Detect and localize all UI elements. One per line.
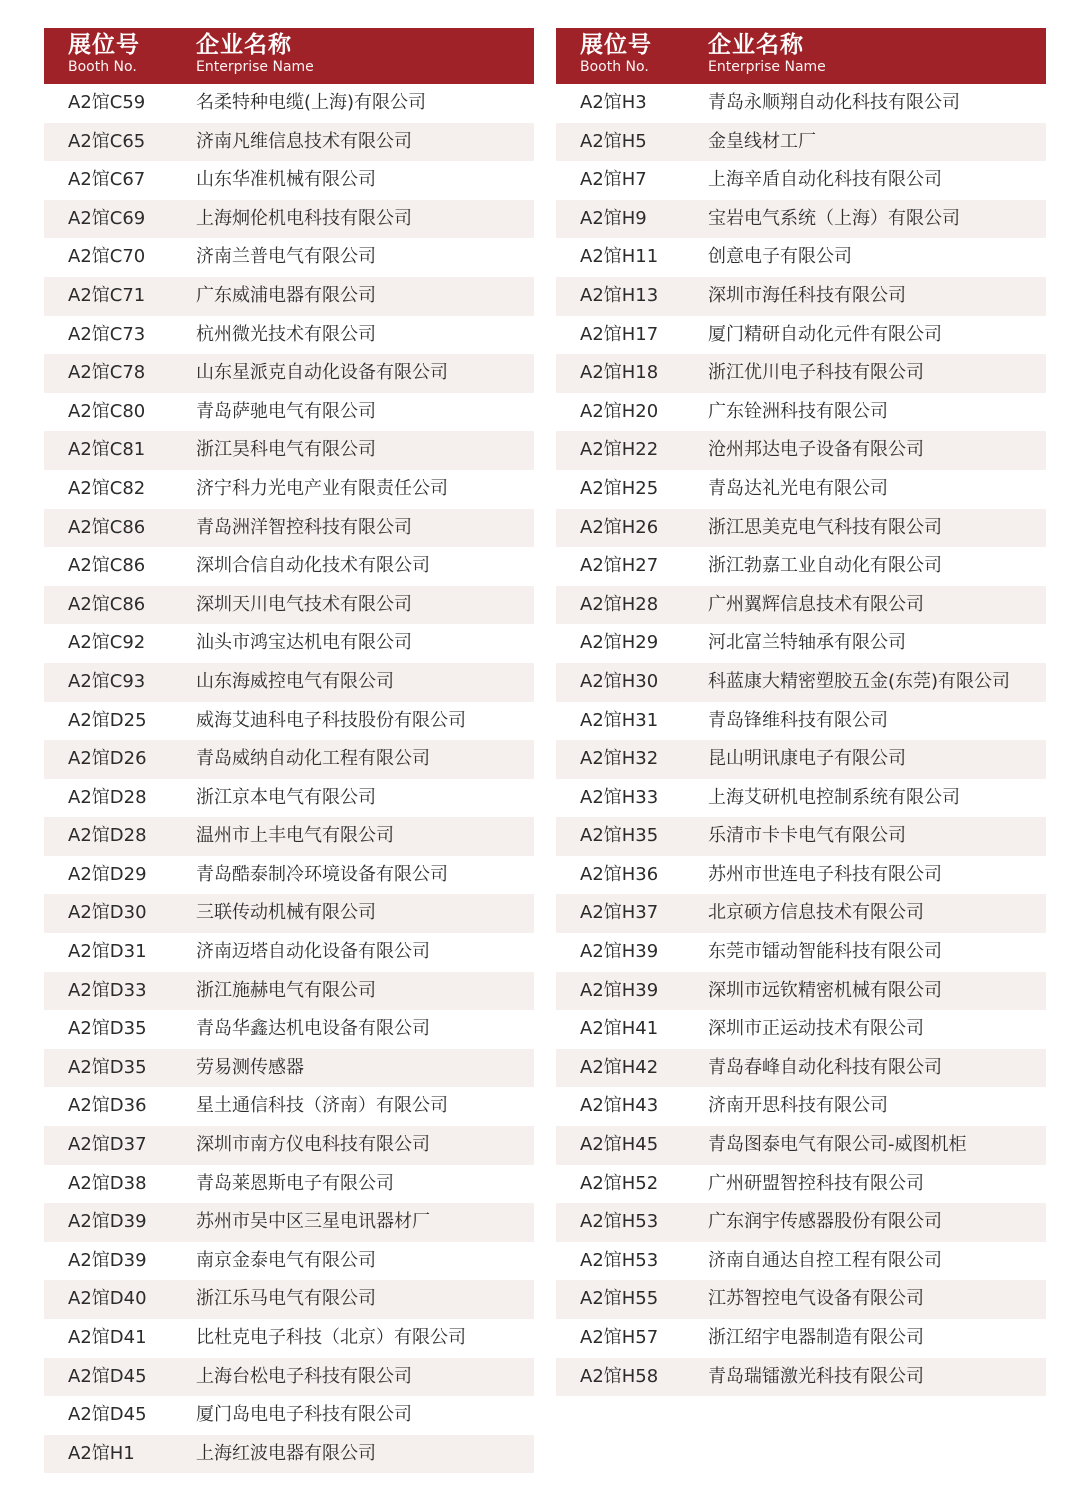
- table-row: [44, 1126, 534, 1165]
- booth-number: A2馆H17: [580, 323, 659, 345]
- name-header-zh: 企业名称: [708, 32, 804, 58]
- enterprise-name: 浙江乐马电气有限公司: [196, 1288, 376, 1310]
- table-row: [556, 1126, 1046, 1165]
- enterprise-name: 宝岩电气系统（上海）有限公司: [708, 207, 960, 229]
- right-exhibitor-table: [556, 28, 1046, 1396]
- booth-number: A2馆D45: [68, 1404, 147, 1426]
- table-row: [556, 856, 1046, 895]
- enterprise-name: 三联传动机械有限公司: [196, 902, 376, 924]
- booth-number: A2馆C59: [68, 92, 146, 113]
- enterprise-name: 深圳合信自动化技术有限公司: [196, 555, 430, 577]
- table-row: [556, 663, 1046, 702]
- booth-number: A2馆D29: [68, 863, 147, 885]
- booth-number: A2馆H7: [580, 169, 647, 191]
- enterprise-name: 浙江施赫电气有限公司: [196, 979, 376, 1001]
- table-row: [556, 933, 1046, 972]
- booth-number: A2馆H41: [580, 1018, 659, 1040]
- name-column-header: [708, 28, 826, 76]
- table-row: [44, 316, 534, 355]
- enterprise-name: 青岛图泰电气有限公司-威图机柜: [708, 1134, 967, 1156]
- enterprise-name: 厦门精研自动化元件有限公司: [708, 323, 942, 345]
- booth-column-header: [580, 28, 652, 76]
- booth-header-zh: 展位号: [68, 32, 140, 58]
- booth-number: A2馆D28: [68, 825, 147, 847]
- table-row: [556, 393, 1046, 432]
- table-header: [556, 28, 1046, 84]
- enterprise-name: 河北富兰特轴承有限公司: [708, 632, 906, 654]
- booth-number: A2馆D35: [68, 1056, 147, 1078]
- enterprise-name: 比杜克电子科技（北京）有限公司: [196, 1327, 466, 1348]
- booth-number: A2馆D37: [68, 1134, 147, 1156]
- enterprise-name: 江苏智控电气设备有限公司: [708, 1288, 924, 1310]
- booth-number: A2馆C93: [68, 670, 146, 692]
- table-row: [556, 1358, 1046, 1397]
- booth-header-en: Booth No.: [580, 59, 649, 75]
- enterprise-name: 深圳市南方仪电科技有限公司: [196, 1134, 430, 1156]
- table-row: [44, 1203, 534, 1242]
- enterprise-name: 济宁科力光电产业有限责任公司: [196, 477, 448, 499]
- table-row: [556, 702, 1046, 741]
- booth-number: A2馆H36: [580, 863, 659, 885]
- table-row: [44, 509, 534, 548]
- booth-number: A2馆H28: [580, 593, 659, 615]
- table-row: [44, 277, 534, 316]
- table-row: [44, 161, 534, 200]
- table-row: [44, 1165, 534, 1204]
- table-row: [44, 1010, 534, 1049]
- enterprise-name: 浙江思美克电气科技有限公司: [708, 516, 942, 538]
- table-row: [44, 779, 534, 818]
- enterprise-name: 浙江绍宇电器制造有限公司: [708, 1327, 924, 1348]
- table-row: [556, 1203, 1046, 1242]
- table-row: [44, 624, 534, 663]
- enterprise-name: 浙江昊科电气有限公司: [196, 439, 376, 461]
- booth-number: A2馆H1: [68, 1442, 135, 1464]
- enterprise-name: 沧州邦达电子设备有限公司: [708, 439, 924, 461]
- enterprise-name: 青岛瑞镭激光科技有限公司: [708, 1365, 924, 1387]
- table-row: [556, 509, 1046, 548]
- booth-number: A2馆H53: [580, 1249, 659, 1271]
- booth-number: A2馆D33: [68, 979, 147, 1001]
- table-row: [44, 238, 534, 277]
- name-header-en: Enterprise Name: [708, 59, 826, 75]
- enterprise-name: 温州市上丰电气有限公司: [196, 825, 394, 847]
- enterprise-name: 苏州市世连电子科技有限公司: [708, 863, 942, 885]
- table-row: [44, 702, 534, 741]
- enterprise-name: 广州翼辉信息技术有限公司: [708, 593, 924, 615]
- enterprise-name: 劳易测传感器: [196, 1056, 304, 1078]
- booth-number: A2馆D25: [68, 709, 147, 731]
- enterprise-name: 济南自通达自控工程有限公司: [708, 1249, 942, 1271]
- enterprise-name: 上海艾研机电控制系统有限公司: [708, 786, 960, 808]
- enterprise-name: 山东华准机械有限公司: [196, 169, 376, 191]
- booth-number: A2馆H27: [580, 555, 659, 577]
- table-row: [556, 354, 1046, 393]
- enterprise-name: 广东铨洲科技有限公司: [708, 400, 888, 422]
- enterprise-name: 杭州微光技术有限公司: [196, 323, 376, 345]
- table-row: [556, 1087, 1046, 1126]
- booth-number: A2馆H22: [580, 439, 659, 461]
- enterprise-name: 上海辛盾自动化科技有限公司: [708, 169, 942, 191]
- enterprise-name: 上海台松电子科技有限公司: [196, 1365, 412, 1387]
- booth-number: A2馆H20: [580, 400, 659, 422]
- table-row: [44, 586, 534, 625]
- booth-number: A2馆D39: [68, 1249, 147, 1271]
- booth-number: A2馆D38: [68, 1172, 147, 1194]
- enterprise-name: 星土通信科技（济南）有限公司: [196, 1095, 448, 1117]
- enterprise-name: 南京金泰电气有限公司: [196, 1249, 376, 1271]
- table-row: [44, 123, 534, 162]
- table-row: [44, 200, 534, 239]
- enterprise-name: 青岛萨驰电气有限公司: [196, 400, 376, 422]
- booth-number: A2馆D30: [68, 902, 147, 924]
- booth-header-zh: 展位号: [580, 32, 652, 58]
- enterprise-name: 广东润宇传感器股份有限公司: [708, 1211, 942, 1233]
- left-exhibitor-table: [44, 28, 534, 1473]
- enterprise-name: 北京硕方信息技术有限公司: [708, 902, 924, 924]
- booth-number: A2馆D35: [68, 1018, 147, 1040]
- enterprise-name: 济南迈塔自动化设备有限公司: [196, 941, 430, 963]
- booth-number: A2馆C69: [68, 207, 146, 229]
- booth-header-en: Booth No.: [68, 59, 137, 75]
- table-row: [556, 431, 1046, 470]
- table-row: [556, 586, 1046, 625]
- enterprise-name: 青岛春峰自动化科技有限公司: [708, 1056, 942, 1078]
- booth-number: A2馆H32: [580, 748, 659, 770]
- booth-number: A2馆H55: [580, 1288, 659, 1310]
- enterprise-name: 厦门岛电电子科技有限公司: [196, 1404, 412, 1426]
- enterprise-name: 汕头市鸿宝达机电有限公司: [196, 632, 412, 654]
- enterprise-name: 深圳市正运动技术有限公司: [708, 1018, 924, 1040]
- booth-number: A2馆C78: [68, 362, 146, 384]
- enterprise-name: 青岛永顺翔自动化科技有限公司: [708, 92, 960, 113]
- booth-number: A2馆H37: [580, 902, 659, 924]
- table-row: [556, 1049, 1046, 1088]
- table-row: [44, 1087, 534, 1126]
- enterprise-name: 深圳市远钦精密机械有限公司: [708, 979, 942, 1001]
- enterprise-name: 昆山明讯康电子有限公司: [708, 748, 906, 770]
- table-row: [556, 470, 1046, 509]
- booth-number: A2馆H29: [580, 632, 659, 654]
- booth-number: A2馆H31: [580, 709, 659, 731]
- table-row: [556, 1319, 1046, 1358]
- enterprise-name: 山东星派克自动化设备有限公司: [196, 362, 448, 384]
- enterprise-name: 上海炯伦机电科技有限公司: [196, 207, 412, 229]
- table-row: [44, 1319, 534, 1358]
- booth-number: A2馆D45: [68, 1365, 147, 1387]
- enterprise-name: 威海艾迪科电子科技股份有限公司: [196, 709, 466, 731]
- booth-number: A2馆D36: [68, 1095, 147, 1117]
- name-column-header: [196, 28, 314, 76]
- table-row: [44, 740, 534, 779]
- table-row: [44, 1049, 534, 1088]
- booth-number: A2馆H35: [580, 825, 659, 847]
- table-row: [44, 547, 534, 586]
- booth-number: A2馆H18: [580, 362, 659, 384]
- booth-number: A2馆H5: [580, 130, 647, 152]
- booth-number: A2馆H53: [580, 1211, 659, 1233]
- booth-number: A2馆D39: [68, 1211, 147, 1233]
- booth-number: A2馆H30: [580, 670, 659, 692]
- booth-number: A2馆H3: [580, 92, 647, 113]
- table-row: [556, 779, 1046, 818]
- table-row: [556, 1165, 1046, 1204]
- enterprise-name: 上海红波电器有限公司: [196, 1442, 376, 1464]
- booth-number: A2馆D31: [68, 941, 147, 963]
- enterprise-name: 青岛威纳自动化工程有限公司: [196, 748, 430, 770]
- table-row: [556, 972, 1046, 1011]
- booth-number: A2馆C86: [68, 516, 146, 538]
- table-row: [556, 894, 1046, 933]
- enterprise-name: 广州研盟智控科技有限公司: [708, 1172, 924, 1194]
- name-header-zh: 企业名称: [196, 32, 292, 58]
- enterprise-name: 东莞市镭动智能科技有限公司: [708, 941, 942, 963]
- table-header: [44, 28, 534, 84]
- booth-number: A2馆C70: [68, 246, 146, 268]
- enterprise-name: 济南凡维信息技术有限公司: [196, 130, 412, 152]
- booth-number: A2馆H25: [580, 477, 659, 499]
- table-row: [44, 663, 534, 702]
- booth-number: A2馆C65: [68, 130, 146, 152]
- table-row: [556, 1242, 1046, 1281]
- booth-number: A2馆C71: [68, 284, 146, 306]
- enterprise-name: 苏州市吴中区三星电讯器材厂: [196, 1211, 430, 1233]
- table-row: [44, 431, 534, 470]
- booth-number: A2馆H57: [580, 1327, 659, 1348]
- table-row: [556, 547, 1046, 586]
- table-row: [44, 894, 534, 933]
- booth-number: A2馆D40: [68, 1288, 147, 1310]
- enterprise-name: 创意电子有限公司: [708, 246, 852, 268]
- table-row: [556, 817, 1046, 856]
- name-header-en: Enterprise Name: [196, 59, 314, 75]
- enterprise-name: 金皇线材工厂: [708, 130, 816, 152]
- booth-number: A2馆H9: [580, 207, 647, 229]
- booth-number: A2馆H11: [580, 246, 659, 268]
- enterprise-name: 济南开思科技有限公司: [708, 1095, 888, 1117]
- table-row: [44, 84, 534, 123]
- booth-number: A2馆H42: [580, 1056, 659, 1078]
- booth-number: A2馆C92: [68, 632, 146, 654]
- enterprise-name: 乐清市卡卡电气有限公司: [708, 825, 906, 847]
- enterprise-name: 名柔特种电缆(上海)有限公司: [196, 92, 427, 113]
- table-row: [44, 1396, 534, 1435]
- enterprise-name: 深圳天川电气技术有限公司: [196, 593, 412, 615]
- enterprise-name: 青岛锋维科技有限公司: [708, 709, 888, 731]
- table-row: [556, 123, 1046, 162]
- table-row: [556, 84, 1046, 123]
- table-row: [44, 817, 534, 856]
- booth-number: A2馆H52: [580, 1172, 659, 1194]
- enterprise-name: 科蓝康大精密塑胶五金(东莞)有限公司: [708, 670, 1011, 692]
- table-body: [44, 84, 534, 1473]
- booth-number: A2馆H39: [580, 979, 659, 1001]
- enterprise-name: 青岛莱恩斯电子有限公司: [196, 1172, 394, 1194]
- table-row: [556, 238, 1046, 277]
- booth-number: A2馆D41: [68, 1327, 147, 1348]
- table-row: [44, 393, 534, 432]
- table-row: [556, 740, 1046, 779]
- booth-number: A2馆C73: [68, 323, 146, 345]
- booth-column-header: [68, 28, 140, 76]
- booth-number: A2馆C86: [68, 555, 146, 577]
- table-row: [556, 161, 1046, 200]
- enterprise-name: 青岛酷泰制冷环境设备有限公司: [196, 863, 448, 885]
- table-row: [44, 1280, 534, 1319]
- booth-number: A2馆C80: [68, 400, 146, 422]
- booth-number: A2馆H58: [580, 1365, 659, 1387]
- booth-number: A2馆H13: [580, 284, 659, 306]
- enterprise-name: 青岛洲洋智控科技有限公司: [196, 516, 412, 538]
- table-row: [556, 1280, 1046, 1319]
- enterprise-name: 广东威浦电器有限公司: [196, 284, 376, 306]
- enterprise-name: 浙江优川电子科技有限公司: [708, 362, 924, 384]
- table-row: [556, 200, 1046, 239]
- table-row: [44, 1242, 534, 1281]
- table-row: [44, 972, 534, 1011]
- booth-number: A2馆D26: [68, 748, 147, 770]
- table-row: [44, 933, 534, 972]
- booth-number: A2馆C86: [68, 593, 146, 615]
- table-row: [556, 316, 1046, 355]
- table-row: [44, 1435, 534, 1474]
- enterprise-name: 青岛华鑫达机电设备有限公司: [196, 1018, 430, 1040]
- table-row: [44, 1358, 534, 1397]
- booth-number: A2馆H33: [580, 786, 659, 808]
- enterprise-name: 山东海威控电气有限公司: [196, 670, 394, 692]
- table-row: [556, 624, 1046, 663]
- booth-number: A2馆D28: [68, 786, 147, 808]
- enterprise-name: 浙江京本电气有限公司: [196, 786, 376, 808]
- table-row: [44, 354, 534, 393]
- table-row: [44, 470, 534, 509]
- enterprise-name: 青岛达礼光电有限公司: [708, 477, 888, 499]
- booth-number: A2馆C81: [68, 439, 146, 461]
- table-row: [556, 1010, 1046, 1049]
- enterprise-name: 济南兰普电气有限公司: [196, 246, 376, 268]
- table-row: [44, 856, 534, 895]
- table-row: [556, 277, 1046, 316]
- booth-number: A2馆H43: [580, 1095, 659, 1117]
- booth-number: A2馆C82: [68, 477, 146, 499]
- enterprise-name: 浙江勃嘉工业自动化有限公司: [708, 555, 942, 577]
- booth-number: A2馆H26: [580, 516, 659, 538]
- booth-number: A2馆C67: [68, 169, 146, 191]
- booth-number: A2馆H45: [580, 1134, 659, 1156]
- enterprise-name: 深圳市海任科技有限公司: [708, 284, 906, 306]
- table-body: [556, 84, 1046, 1396]
- booth-number: A2馆H39: [580, 941, 659, 963]
